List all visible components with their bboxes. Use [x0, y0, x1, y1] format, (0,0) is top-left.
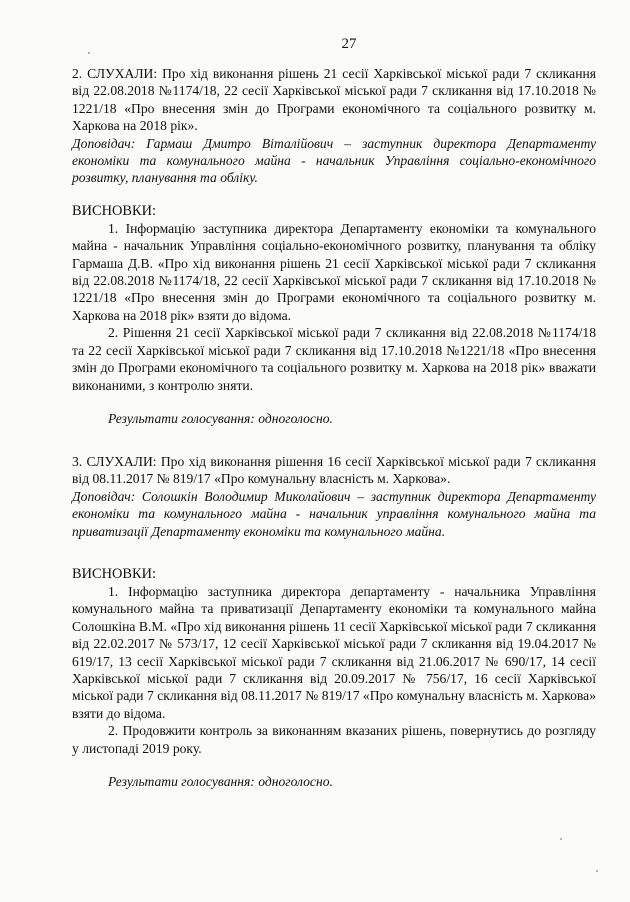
item3-speaker: Доповідач: Солошкін Володимир Миколайович – заступник директора Департаменту економіки та комунального майна - начальник управління комунального майна та приватизації Департаменту економіки та комунального майна. [72, 488, 596, 539]
agenda-item-3 [72, 453, 596, 790]
item3-conclusion-1: 1. Інформацію заступника директора департаменту - начальника Управління комунального майна та приватизації Департаменту економіки та комунального майна Солошкіна В.М. «Про хід виконання рішень 11 сесії Харківської міської ради 7 скликання від 22.02.2017 № 573/17, 12 сесії Харківської міської ради 7 скликання від 19.04.2017 № 619/17, 13 сесії Харківської міської ради 7 скликання від 21.06.2017 № 690/17, 14 сесії Харківської міської ради 7 скликання від 20.09.2017 № 756/17, 16 сесії Харківської міської ради 7 скликання від 08.11.2017 № 819/17 «Про комунальну власність м. Харкова» взяти до відома. [72, 583, 596, 721]
scan-speck [596, 870, 598, 872]
scan-speck [560, 838, 562, 840]
item3-conclusion-2: 2. Продовжити контроль за виконанням вказаних рішень, повернутись до розгляду у листопаді 2019 року. [72, 723, 596, 756]
scan-speck [88, 52, 90, 54]
item3-heard: 3. СЛУХАЛИ: Про хід виконання рішення 16 сесії Харківської міської ради 7 скликання від 08.11.2017 № 819/17 «Про комунальну власність м. Харкова». [72, 453, 596, 487]
item2-vote-result: Результати голосування: одноголосно. [108, 410, 333, 426]
page-number: 27 [341, 36, 357, 52]
item2-speaker: Доповідач: Гармаш Дмитро Віталійович – заступник директора Департаменту економіки та комунального майна - начальник Управління соціально-економічного розвитку, планування та обліку. [72, 135, 596, 186]
item2-conclusion-1: 1. Інформацію заступника директора Департаменту економіки та комунального майна - начальник Управління соціально-економічного розвитку, планування та обліку Гармаша Д.В. «Про хід виконання рішень 21 сесії Харківської міської ради 7 скликання від 22.08.2018 №1174/18, 22 сесії Харківської міської ради 7 скликання від 17.10.2018 № 1221/18 «Про внесення змін до Програми економічного та соціального розвитку м. Харкова на 2018 рік» взяти до відома. [72, 220, 596, 323]
agenda-item-2 [72, 65, 596, 427]
item3-vote-result: Результати голосування: одноголосно. [108, 774, 333, 789]
item2-conclusion-2: 2. Рішення 21 сесії Харківської міської ради 7 скликання від 22.08.2018 №1174/18 та 22 сесії Харківської міської ради 7 скликання від 17.10.2018 №1221/18 «Про внесення змін до Програми економічного та соціального розвитку м. Харкова на 2018 рік» вважати виконаними, з контролю зняти. [72, 325, 596, 393]
item2-conclusions-heading: ВИСНОВКИ: [72, 202, 156, 219]
item2-heard: 2. СЛУХАЛИ: Про хід виконання рішень 21 сесії Харківської міської ради 7 скликання від 22.08.2018 №1174/18, 22 сесії Харківської міської ради 7 скликання від 17.10.2018 № 1221/18 «Про внесення змін до Програми економічного та соціального розвитку м. Харкова на 2018 рік». [72, 66, 596, 134]
item3-conclusions-heading: ВИСНОВКИ: [72, 565, 156, 582]
